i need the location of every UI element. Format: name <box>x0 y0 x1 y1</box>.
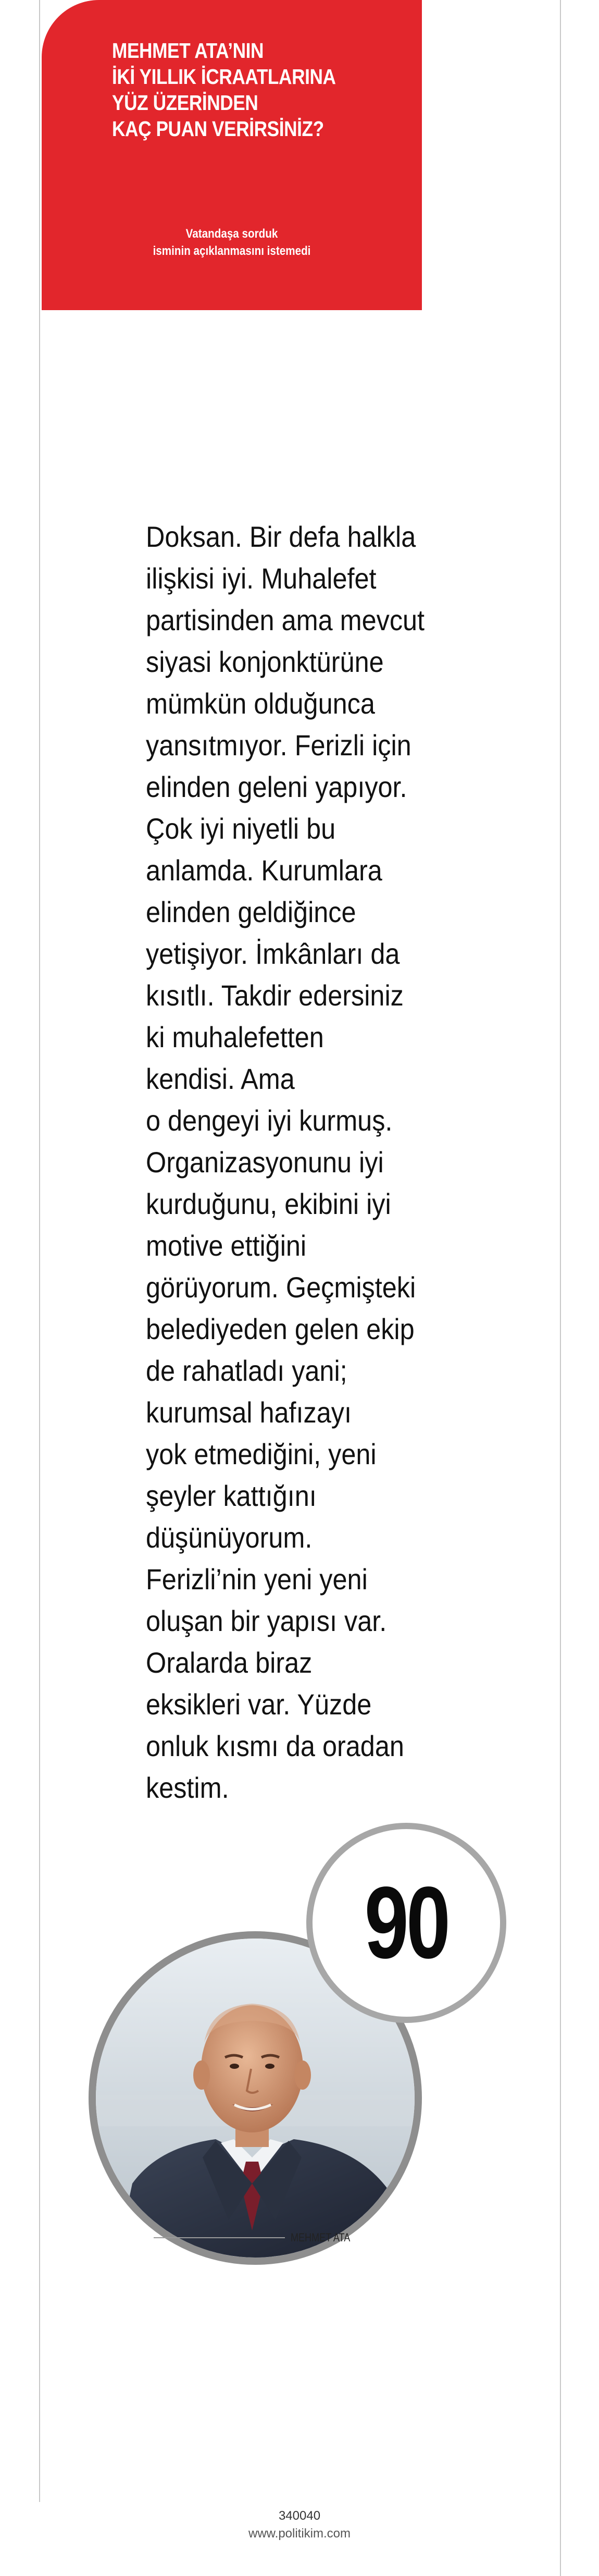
quote-line: yetişiyor. İmkânları da <box>146 937 400 970</box>
quote-line: yok etmediğini, yeni <box>146 1438 377 1470</box>
quote-line: anlamda. Kurumlara <box>146 854 382 887</box>
quote-line: kurumsal hafızayı <box>146 1396 352 1429</box>
quote-line: belediyeden gelen ekip <box>146 1312 415 1345</box>
score-badge <box>306 1823 506 2023</box>
quote-line: elinden geleni yapıyor. <box>146 770 407 803</box>
caption-divider <box>154 2237 285 2238</box>
right-column-rule <box>560 0 561 2576</box>
page-code: 340040 <box>278 2509 321 2523</box>
quote-line: görüyorum. Geçmişteki <box>146 1271 416 1304</box>
quote-line: kestim. <box>146 1771 229 1804</box>
survey-subtitle-line: isminin açıklanmasını istemedi <box>153 244 311 258</box>
quote-line: Organizasyonunu iyi <box>146 1146 384 1179</box>
quote-line: o dengeyi iyi kurmuş. <box>146 1104 393 1137</box>
survey-question-line: KAÇ PUAN VERİRSİNİZ? <box>112 117 324 141</box>
quote-line: yansıtmıyor. Ferizli için <box>146 729 411 762</box>
photo-caption: MEHMET ATA <box>291 2231 351 2244</box>
survey-question <box>112 38 398 142</box>
quote-line: eksikleri var. Yüzde <box>146 1688 372 1721</box>
quote-line: partisinden ama mevcut <box>146 604 425 636</box>
citizen-quote <box>146 516 446 1809</box>
survey-subtitle <box>68 225 395 260</box>
question-header-box <box>42 0 422 310</box>
quote-line: Doksan. Bir defa halkla <box>146 520 416 553</box>
quote-line: mümkün olduğunca <box>146 687 375 720</box>
left-column-rule <box>39 0 40 2502</box>
quote-line: ilişkisi iyi. Muhalefet <box>146 562 377 595</box>
quote-line: motive ettiğini <box>146 1229 307 1262</box>
quote-line: siyasi konjonktürüne <box>146 645 384 678</box>
survey-question-line: İKİ YILLIK İCRAATLARINA <box>112 65 336 89</box>
quote-line: şeyler kattığını <box>146 1479 317 1512</box>
survey-question-line: MEHMET ATA’NIN <box>112 39 264 63</box>
site-url: www.politikim.com <box>248 2526 351 2541</box>
quote-line: ki muhalefetten <box>146 1021 324 1053</box>
quote-line: elinden geldiğince <box>146 896 356 928</box>
quote-line: Oralarda biraz <box>146 1646 313 1679</box>
quote-line: oluşan bir yapısı var. <box>146 1604 387 1637</box>
quote-line: düşünüyorum. <box>146 1521 313 1554</box>
quote-line: kısıtlı. Takdir edersiniz <box>146 979 404 1012</box>
quote-line: de rahatladı yani; <box>146 1354 347 1387</box>
quote-line: onluk kısmı da oradan <box>146 1729 404 1762</box>
survey-question-line: YÜZ ÜZERİNDEN <box>112 91 258 115</box>
quote-line: kendisi. Ama <box>146 1062 295 1095</box>
quote-line: Çok iyi niyetli bu <box>146 812 336 845</box>
survey-subtitle-line: Vatandaşa sorduk <box>185 227 278 241</box>
quote-line: kurduğunu, ekibini iyi <box>146 1187 391 1220</box>
score-value: 90 <box>364 1866 448 1980</box>
quote-line: Ferizli’nin yeni yeni <box>146 1563 368 1596</box>
